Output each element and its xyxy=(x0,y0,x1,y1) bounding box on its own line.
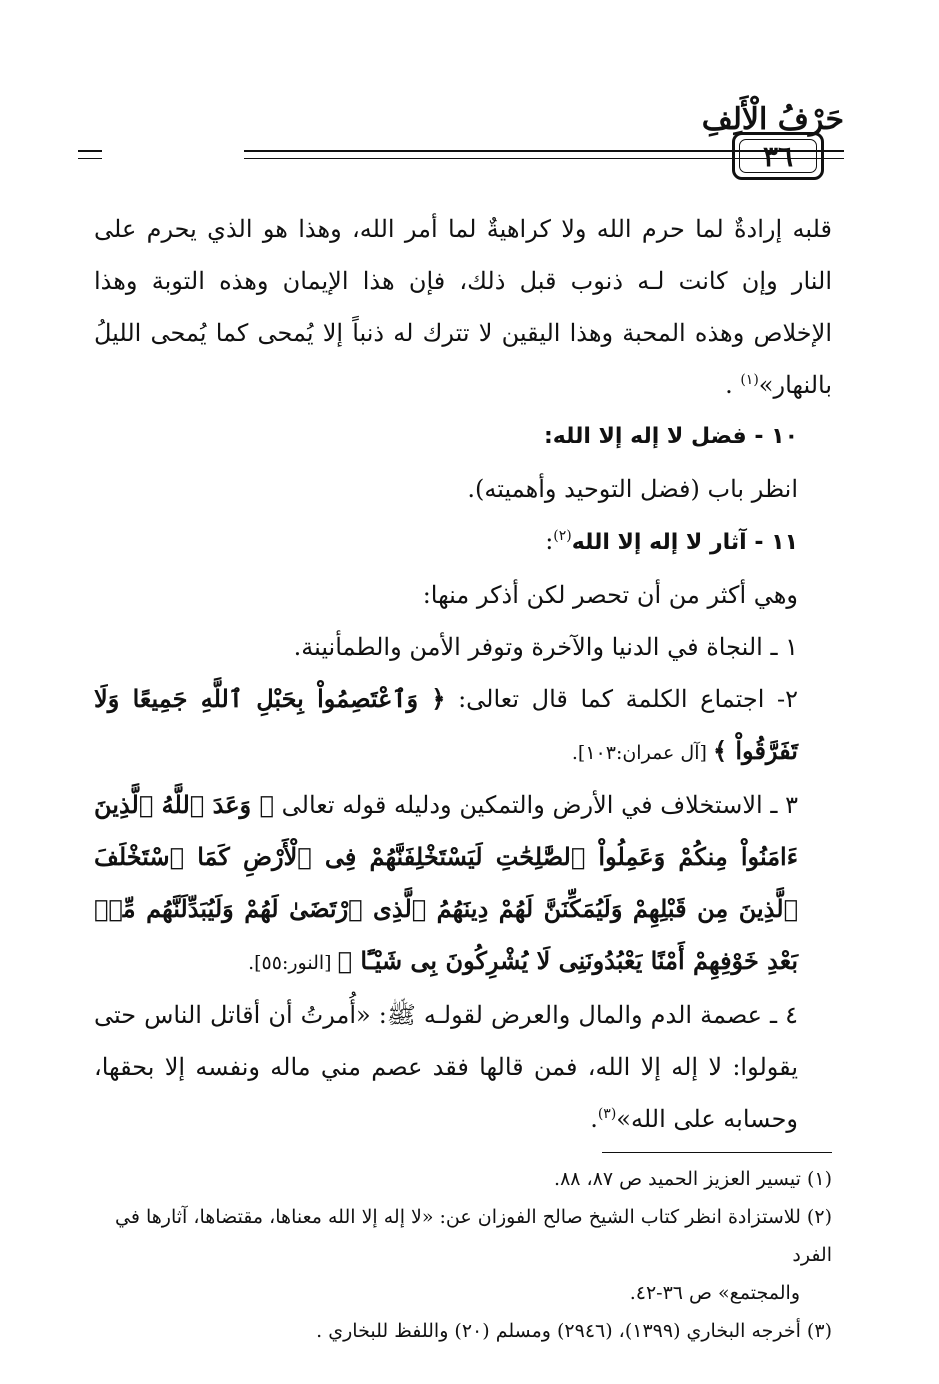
list-item-4 xyxy=(94,989,832,1145)
list-item-1: ١ ـ النجاة في الدنيا والآخرة وتوفر الأمن والطمأنينة. xyxy=(293,633,798,661)
verse-reference-1: [آل عمران:١٠٣]. xyxy=(571,742,713,764)
list-item-3-text: ٣ ـ الاستخلاف في الأرض والتمكين ودليله قوله تعالى xyxy=(273,791,799,819)
list-item-3 xyxy=(94,779,832,989)
page-number: ٣٦ xyxy=(732,132,824,180)
paragraph-10: انظر باب (فضل التوحيد وأهميته). xyxy=(467,475,798,503)
chapter-title: حَرْفُ الْأَلِفِ xyxy=(701,102,844,137)
paragraph-11: وهي أكثر من أن تحصر لكن أذكر منها: xyxy=(422,581,798,609)
list-item-2 xyxy=(94,673,832,779)
footnote-separator xyxy=(602,1152,832,1153)
quran-verse-2: ﴿ وَعَدَ ٱللَّهُ ٱلَّذِينَ ءَامَنُواْ مِنكُمْ وَعَمِلُواْ ٱلصَّٰلِحَٰتِ لَيَسْتَخْلِفَنَّهُمْ فِى ٱلْأَرْضِ كَمَا ٱسْتَخْلَفَ ٱلَّذِينَ مِن قَبْلِهِمْ وَلَيُمَكِّنَنَّ لَهُمْ دِينَهُمُ ٱلَّذِى ٱرْتَضَىٰ لَهُمْ وَلَيُبَدِّلَنَّهُم مِّنۢ بَعْدِ خَوْفِهِمْ أَمْنًا يَعْبُدُونَنِى لَا يُشْرِكُونَ بِى شَيْـًٔا ﴾ xyxy=(94,790,798,975)
footnote-ref-2: (٢) xyxy=(553,528,572,544)
list-item-4-end: . xyxy=(590,1105,598,1133)
footnote-ref-3: (٣) xyxy=(597,1106,617,1122)
heading-11-end: : xyxy=(545,527,554,555)
heading-10: ١٠ - فضل لا إله إلا الله: xyxy=(543,424,798,449)
paragraph-intro-text: قلبه إرادةٌ لما حرم الله ولا كراهيةٌ لما أمر الله، وهذا هو الذي يحرم على النار وإن كانت لـه ذنوب قبل ذلك، فإن هذا الإيمان وهذه التوبة وهذا الإخلاص وهذه المحبة وهذا اليقين لا تترك له ذنباً إلا يُمحى كما يُمحى الليلُ بالنهار» xyxy=(94,215,832,399)
header-rule-left-top xyxy=(78,150,102,152)
footnote-2: (٢) للاستزادة انظر كتاب الشيخ صالح الفوزان عن: «لا إله إلا الله معناها، مقتضاها، آثارها في الفرد xyxy=(115,1206,832,1266)
footnote-1: (١) تيسير العزيز الحميد ص ٨٧، ٨٨. xyxy=(554,1168,832,1190)
main-text xyxy=(94,203,832,1145)
list-item-4-text: ٤ ـ عصمة الدم والمال والعرض لقولـه ﷺ: «أُمرتُ أن أقاتل الناس حتى يقولوا: لا إله إلا الله، فمن قالها فقد عصم مني ماله ونفسه إلا بحقها، وحسابه على الله» xyxy=(94,1001,798,1133)
verse-reference-2: [النور:٥٥]. xyxy=(248,952,338,974)
page-header xyxy=(92,100,844,190)
footnote-2-continuation: والمجتمع» ص ٣٦-٤٢. xyxy=(629,1282,800,1304)
header-rule-left-bottom xyxy=(78,158,102,159)
list-item-2-text: ٢- اجتماع الكلمة كما قال تعالى: xyxy=(445,685,798,713)
footnote-ref-1: (١) xyxy=(740,372,759,388)
heading-11-line xyxy=(94,515,832,569)
quran-verse-1: ﴿ وَٱعْتَصِمُواْ بِحَبْلِ ٱللَّهِ جَمِيعًا وَلَا تَفَرَّقُواْ ﴾ xyxy=(94,684,798,765)
footnote-3: (٣) أخرجه البخاري (١٣٩٩)، (٢٩٤٦) ومسلم (٢٠) واللفظ للبخاري . xyxy=(316,1320,832,1342)
footnotes xyxy=(94,1160,832,1350)
heading-11: ١١ - آثار لا إله إلا الله xyxy=(571,530,798,555)
paragraph-intro xyxy=(94,203,832,411)
paragraph-intro-end: . xyxy=(725,371,741,399)
